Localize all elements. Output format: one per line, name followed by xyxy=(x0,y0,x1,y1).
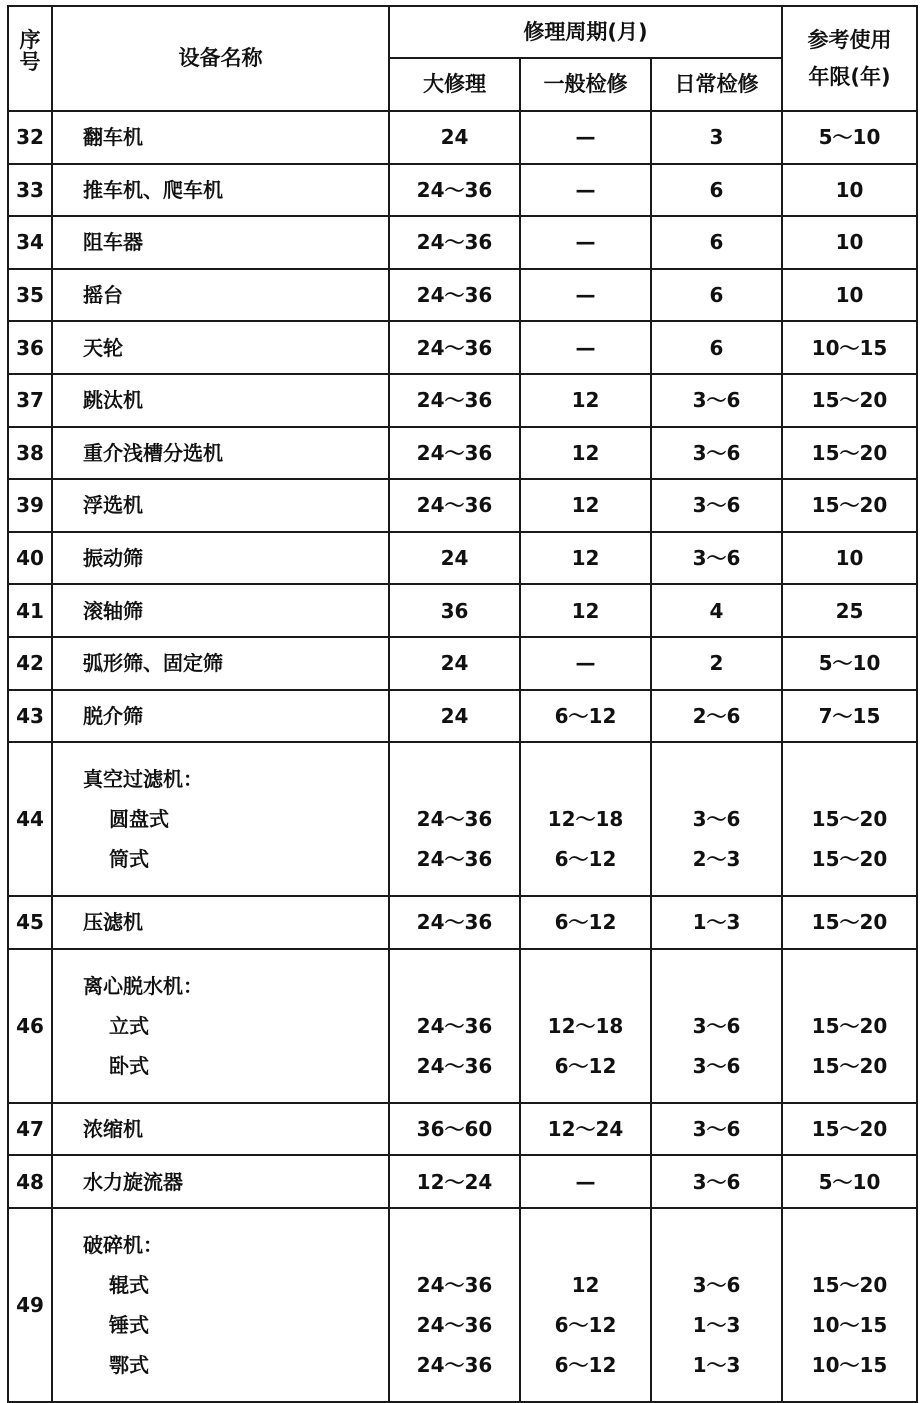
subtype-life: 15～20 xyxy=(811,1272,888,1297)
header-life-line1: 参考使用 xyxy=(807,27,892,52)
subtype-routine: 1～3 xyxy=(692,1352,741,1377)
row-seq: 48 xyxy=(8,1155,52,1208)
row-life: 15～20 xyxy=(782,896,917,949)
equipment-group-stack xyxy=(83,966,388,1086)
row-seq: 34 xyxy=(8,216,52,269)
row-general: 12 xyxy=(520,584,651,637)
value-spacer xyxy=(783,966,916,1006)
row-equipment-name: 摇台 xyxy=(52,269,389,322)
row-equipment-name: 水力旋流器 xyxy=(52,1155,389,1208)
row-life: 7～15 xyxy=(782,690,917,743)
equipment-group-stack xyxy=(83,759,388,879)
row-routine: 3 xyxy=(651,111,782,164)
table-row xyxy=(8,216,917,269)
row-seq: 36 xyxy=(8,321,52,374)
value-spacer xyxy=(521,1225,650,1265)
row-equipment-name: 振动筛 xyxy=(52,532,389,585)
table-row xyxy=(8,164,917,217)
value-stack xyxy=(521,759,650,879)
row-overhaul: 24～36 xyxy=(389,216,520,269)
table-body xyxy=(8,111,917,1402)
table-row xyxy=(8,111,917,164)
row-equipment-name: 推车机、爬车机 xyxy=(52,164,389,217)
row-life xyxy=(782,742,917,896)
value-stack xyxy=(390,759,519,879)
header-row-top xyxy=(8,6,917,58)
row-life: 5～10 xyxy=(782,111,917,164)
row-life: 10 xyxy=(782,269,917,322)
subtype-overhaul: 24～36 xyxy=(416,1272,493,1297)
subtype-general: 6～12 xyxy=(554,1053,617,1078)
header-repair-period: 修理周期(月) xyxy=(389,6,782,58)
row-routine: 3～6 xyxy=(651,1103,782,1156)
row-routine xyxy=(651,742,782,896)
header-general-repair: 一般检修 xyxy=(520,58,651,111)
row-general: — xyxy=(520,269,651,322)
equipment-subtype-name: 圆盘式 xyxy=(109,807,169,832)
row-life: 10 xyxy=(782,216,917,269)
row-seq: 44 xyxy=(8,742,52,896)
subtype-overhaul: 24～36 xyxy=(416,847,493,872)
row-equipment-name: 跳汰机 xyxy=(52,374,389,427)
table-row xyxy=(8,427,917,480)
row-routine: 3～6 xyxy=(651,374,782,427)
row-seq: 40 xyxy=(8,532,52,585)
value-stack xyxy=(783,1225,916,1385)
subtype-general: 6～12 xyxy=(554,1352,617,1377)
row-equipment-name: 压滤机 xyxy=(52,896,389,949)
row-seq: 41 xyxy=(8,584,52,637)
equipment-subtype-name: 筒式 xyxy=(109,847,149,872)
row-life: 10 xyxy=(782,164,917,217)
row-life: 15～20 xyxy=(782,374,917,427)
table-row xyxy=(8,374,917,427)
row-equipment-name: 脱介筛 xyxy=(52,690,389,743)
subtype-overhaul: 24～36 xyxy=(416,1312,493,1337)
row-routine: 6 xyxy=(651,164,782,217)
row-routine: 6 xyxy=(651,269,782,322)
row-overhaul: 36～60 xyxy=(389,1103,520,1156)
row-seq: 45 xyxy=(8,896,52,949)
table-row xyxy=(8,742,917,896)
equipment-group-title: 离心脱水机： xyxy=(83,973,203,998)
subtype-overhaul: 24～36 xyxy=(416,807,493,832)
row-general: — xyxy=(520,164,651,217)
row-routine xyxy=(651,1208,782,1402)
row-routine: 3～6 xyxy=(651,427,782,480)
row-seq: 39 xyxy=(8,479,52,532)
header-equipment-name: 设备名称 xyxy=(52,6,389,111)
value-stack xyxy=(783,966,916,1086)
row-overhaul xyxy=(389,949,520,1103)
value-stack xyxy=(783,759,916,879)
row-overhaul: 24～36 xyxy=(389,427,520,480)
row-overhaul: 12～24 xyxy=(389,1155,520,1208)
header-seq-line1: 序 xyxy=(19,28,41,52)
row-equipment-name: 天轮 xyxy=(52,321,389,374)
subtype-life: 15～20 xyxy=(811,1013,888,1038)
row-life: 15～20 xyxy=(782,479,917,532)
row-overhaul: 24 xyxy=(389,690,520,743)
row-general: — xyxy=(520,637,651,690)
maintenance-period-table xyxy=(7,5,918,1403)
row-equipment-name xyxy=(52,949,389,1103)
row-general: — xyxy=(520,1155,651,1208)
row-seq: 43 xyxy=(8,690,52,743)
row-life: 15～20 xyxy=(782,1103,917,1156)
row-seq: 33 xyxy=(8,164,52,217)
header-seq xyxy=(8,6,52,111)
row-life: 25 xyxy=(782,584,917,637)
row-routine: 6 xyxy=(651,321,782,374)
row-general xyxy=(520,1208,651,1402)
row-routine: 2～6 xyxy=(651,690,782,743)
subtype-general: 12 xyxy=(571,1272,600,1297)
row-overhaul: 24～36 xyxy=(389,164,520,217)
row-overhaul: 24～36 xyxy=(389,374,520,427)
header-overhaul: 大修理 xyxy=(389,58,520,111)
value-spacer xyxy=(390,966,519,1006)
row-seq: 32 xyxy=(8,111,52,164)
table-row xyxy=(8,690,917,743)
subtype-overhaul: 24～36 xyxy=(416,1053,493,1078)
table-row xyxy=(8,949,917,1103)
equipment-group-stack xyxy=(83,1225,388,1385)
row-overhaul: 24～36 xyxy=(389,479,520,532)
subtype-life: 15～20 xyxy=(811,847,888,872)
subtype-life: 10～15 xyxy=(811,1312,888,1337)
row-equipment-name: 滚轴筛 xyxy=(52,584,389,637)
table-row xyxy=(8,479,917,532)
value-spacer xyxy=(521,966,650,1006)
row-life xyxy=(782,1208,917,1402)
table-row xyxy=(8,584,917,637)
equipment-subtype-name: 立式 xyxy=(109,1013,149,1038)
row-routine: 3～6 xyxy=(651,1155,782,1208)
table-row xyxy=(8,1155,917,1208)
table-row xyxy=(8,532,917,585)
equipment-subtype-name: 卧式 xyxy=(109,1053,149,1078)
row-equipment-name: 重介浅槽分选机 xyxy=(52,427,389,480)
row-life: 5～10 xyxy=(782,637,917,690)
row-seq: 46 xyxy=(8,949,52,1103)
row-equipment-name: 翻车机 xyxy=(52,111,389,164)
row-general xyxy=(520,949,651,1103)
table-row xyxy=(8,1103,917,1156)
row-life: 10 xyxy=(782,532,917,585)
table-row xyxy=(8,1208,917,1402)
row-overhaul: 24～36 xyxy=(389,269,520,322)
row-equipment-name: 阻车器 xyxy=(52,216,389,269)
row-general: 12 xyxy=(520,479,651,532)
row-seq: 42 xyxy=(8,637,52,690)
subtype-general: 6～12 xyxy=(554,847,617,872)
row-general: 12 xyxy=(520,427,651,480)
subtype-routine: 2～3 xyxy=(692,847,741,872)
equipment-group-title: 真空过滤机： xyxy=(83,767,203,792)
subtype-routine: 3～6 xyxy=(692,1272,741,1297)
subtype-overhaul: 24～36 xyxy=(416,1013,493,1038)
row-life: 15～20 xyxy=(782,427,917,480)
subtype-general: 12～18 xyxy=(547,1013,624,1038)
equipment-subtype-name: 辊式 xyxy=(109,1272,149,1297)
subtype-routine: 3～6 xyxy=(692,807,741,832)
table-row xyxy=(8,321,917,374)
header-routine-repair: 日常检修 xyxy=(651,58,782,111)
row-equipment-name xyxy=(52,742,389,896)
row-routine: 3～6 xyxy=(651,532,782,585)
value-stack xyxy=(390,966,519,1086)
subtype-life: 15～20 xyxy=(811,1053,888,1078)
row-routine: 4 xyxy=(651,584,782,637)
value-spacer xyxy=(783,759,916,799)
row-seq: 38 xyxy=(8,427,52,480)
table-row xyxy=(8,896,917,949)
row-general: 6～12 xyxy=(520,896,651,949)
subtype-routine: 3～6 xyxy=(692,1013,741,1038)
row-routine: 1～3 xyxy=(651,896,782,949)
equipment-group-title: 破碎机： xyxy=(83,1232,163,1257)
header-service-life xyxy=(782,6,917,111)
row-routine: 6 xyxy=(651,216,782,269)
subtype-routine: 3～6 xyxy=(692,1053,741,1078)
row-life: 10～15 xyxy=(782,321,917,374)
row-equipment-name: 浮选机 xyxy=(52,479,389,532)
value-stack xyxy=(652,759,781,879)
subtype-life: 15～20 xyxy=(811,807,888,832)
value-spacer xyxy=(390,759,519,799)
row-equipment-name xyxy=(52,1208,389,1402)
value-stack xyxy=(390,1225,519,1385)
value-spacer xyxy=(652,966,781,1006)
subtype-general: 12～18 xyxy=(547,807,624,832)
row-overhaul: 36 xyxy=(389,584,520,637)
value-stack xyxy=(521,1225,650,1385)
value-stack xyxy=(652,1225,781,1385)
row-life: 5～10 xyxy=(782,1155,917,1208)
header-life-line2: 年限(年) xyxy=(808,64,891,89)
table-row xyxy=(8,637,917,690)
row-overhaul: 24～36 xyxy=(389,321,520,374)
row-overhaul: 24 xyxy=(389,532,520,585)
value-spacer xyxy=(390,1225,519,1265)
row-life xyxy=(782,949,917,1103)
equipment-subtype-name: 锤式 xyxy=(109,1312,149,1337)
value-spacer xyxy=(521,759,650,799)
row-routine: 2 xyxy=(651,637,782,690)
row-general: 12～24 xyxy=(520,1103,651,1156)
row-overhaul xyxy=(389,742,520,896)
row-general: 6～12 xyxy=(520,690,651,743)
row-seq: 37 xyxy=(8,374,52,427)
row-equipment-name: 浓缩机 xyxy=(52,1103,389,1156)
subtype-life: 10～15 xyxy=(811,1352,888,1377)
subtype-overhaul: 24～36 xyxy=(416,1352,493,1377)
subtype-general: 6～12 xyxy=(554,1312,617,1337)
row-overhaul xyxy=(389,1208,520,1402)
row-general: — xyxy=(520,111,651,164)
row-overhaul: 24 xyxy=(389,637,520,690)
header-seq-line2: 号 xyxy=(19,50,41,75)
equipment-subtype-name: 鄂式 xyxy=(109,1352,149,1377)
row-seq: 35 xyxy=(8,269,52,322)
row-general: — xyxy=(520,321,651,374)
row-overhaul: 24～36 xyxy=(389,896,520,949)
row-general: 12 xyxy=(520,532,651,585)
row-routine xyxy=(651,949,782,1103)
value-spacer xyxy=(783,1225,916,1265)
value-stack xyxy=(652,966,781,1086)
row-equipment-name: 弧形筛、固定筛 xyxy=(52,637,389,690)
subtype-routine: 1～3 xyxy=(692,1312,741,1337)
value-stack xyxy=(521,966,650,1086)
row-general: 12 xyxy=(520,374,651,427)
maintenance-period-table-page xyxy=(7,5,916,1377)
row-routine: 3～6 xyxy=(651,479,782,532)
row-general xyxy=(520,742,651,896)
row-overhaul: 24 xyxy=(389,111,520,164)
row-general: — xyxy=(520,216,651,269)
value-spacer xyxy=(652,759,781,799)
table-row xyxy=(8,269,917,322)
row-seq: 47 xyxy=(8,1103,52,1156)
value-spacer xyxy=(652,1225,781,1265)
row-seq: 49 xyxy=(8,1208,52,1402)
